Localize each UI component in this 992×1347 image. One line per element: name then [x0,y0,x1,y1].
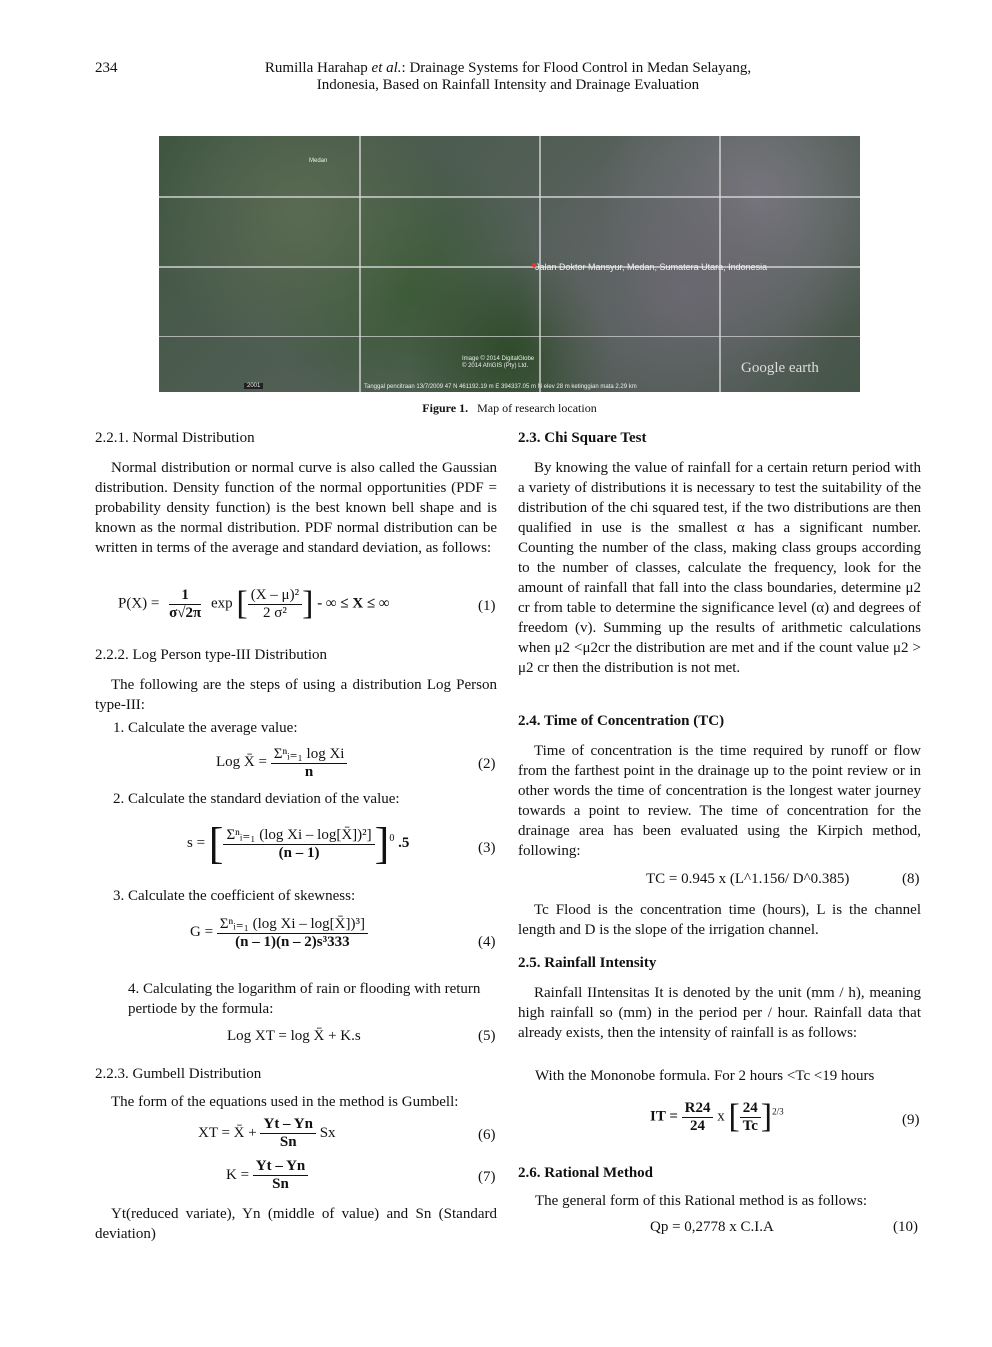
step-2: 2. Calculate the standard deviation of the value: [113,791,400,807]
eq9-power: 2/3 [772,1106,784,1117]
google-earth-logo: Google earth [741,360,819,376]
paragraph-tc-definition: Tc Flood is the concentration time (hours), L is the channel length and D is the slope of the irrigation channel. [518,902,921,938]
eq5-number: (5) [478,1028,496,1044]
step-4-cont: pertiode by the formula: [128,1001,274,1017]
eq4-num: Σⁿᵢ₌₁ (log Xi – log[X̄])³] [217,914,368,934]
paragraph-gumbell-variables: Yt(reduced variate), Yn (middle of value) and Sn (Standard deviation) [95,1206,497,1242]
eq4-lhs: G = [190,923,214,940]
page-number: 234 [95,60,118,76]
eq6-den: Sn [279,1134,297,1150]
eq4-den: (n – 1)(n – 2)s³333 [235,934,350,950]
header-title-line1: : Drainage Systems for Flood Control in Medan Selayang, [401,60,752,76]
eq2-num: Σⁿᵢ₌₁ log Xi [271,744,348,764]
section-heading-2-5: 2.5. Rainfall Intensity [518,955,657,971]
paragraph-chi-square: By knowing the value of rainfall for a certain return period with a variety of distributions it is necessary to test the suitability of the distribution of the chi squared test, if the two distributions are then qualified in use is the smallest α has a significant number. Counting the number of the class, making class groups according to the number of classes, calculate the frequency, look for the amount of rainfall that fall into the class boundaries, determine μ2 cr from table to determine the significance level (α) and degrees of freedom (v). Summing up the results of arithmetic calculations when μ2 <μ2cr the distribution are met and if the count value μ2 > μ2 cr then the distribution is not met. [518,460,921,676]
section-heading-2-2-2: 2.2.2. Log Person type-III Distribution [95,647,328,663]
equation-5: Log XT = log X̄ + K.s [227,1028,361,1044]
map-location-label: Jalan Doktor Mansyur, Medan, Sumatera Utara, Indonesia [535,262,768,272]
paragraph-rainfall-intensity: Rainfall IIntensitas It is denoted by the unit (mm / h), meaning high rainfall so (mm) in the period per / hour. Rainfall data that already exists, then the intensity of rainfall is as follows: [518,985,921,1041]
eq7-num: Yt – Yn [253,1158,308,1176]
eq1-range: - ∞ ≤ X ≤ ∞ [317,595,390,612]
eq6-num: Yt – Yn [260,1116,315,1134]
eq1-inner-num: (X – μ)² [248,587,302,605]
equation-8: TC = 0.945 x (L^1.156/ D^0.385) [646,871,850,887]
eq9-inner-num: 24 [740,1100,761,1118]
section-heading-2-2-3: 2.2.3. Gumbell Distribution [95,1066,262,1082]
eq1-num: 1 [169,587,201,605]
section-heading-2-3: 2.3. Chi Square Test [518,430,647,446]
eq9-times: x [717,1108,725,1125]
eq9-inner-den: Tc [742,1117,758,1134]
equation-3: s = [ Σⁿᵢ₌₁ (log Xi – log[X̄])²] (n – 1) ]$^0$ .5 [187,819,410,868]
equation-10: Qp = 0,2778 x C.I.A [650,1219,774,1235]
equation-4 [190,914,368,951]
paragraph-time-of-concentration: Time of concentration is the time required by runoff or flow from the farthest point in the drainage up to the point review or in other words the time of concentration is the longest water journey towards a point to review. The time of concentration for the drainage area has been evaluated using the Kirpich method, following: [518,743,921,859]
eq7-lhs: K = [226,1166,250,1183]
eq6-number: (6) [478,1127,496,1143]
paragraph-log-pearson: The following are the steps of using a distribution Log Person type-III: [95,677,497,713]
paragraph-normal-distribution: Normal distribution or normal curve is also called the Gaussian distribution. Density function of the normal opportunities (PDF = probability density function) is the best known bell shape and is known as the normal distribution. PDF normal distribution can be written in terms of the average and standard deviation, as follows: [95,460,497,556]
map-copyright-2: © 2014 AfriGIS (Pty) Ltd. [462,363,529,369]
eq2-lhs: Log X̄ = [216,753,267,770]
step-4: 4. Calculating the logarithm of rain or flooding with return [128,981,481,997]
eq9-den: 24 [690,1117,706,1134]
eq7-number: (7) [478,1169,496,1185]
eq7-den: Sn [272,1176,289,1192]
eq1-number: (1) [478,598,496,614]
eq1-den: σ√2π [169,604,202,621]
eq3-power: .5 [398,834,410,851]
equation-7 [226,1158,308,1193]
running-header [200,60,816,94]
eq1-exp: exp [210,595,233,612]
equation-9: IT = $\frac{R24}{24}$ x [ $\frac{24}{Tc}$ ]$^{2/3}$ [650,1098,784,1135]
satellite-map-image [159,136,860,392]
section-heading-2-2-1: 2.2.1. Normal Distribution [95,430,255,446]
map-label-medan: Medan [309,158,328,164]
eq9-lhs: IT = [650,1108,678,1125]
eq1-inner-den: 2 σ² [263,604,287,621]
paragraph-mononobe: With the Mononobe formula. For 2 hours <Tc <19 hours [535,1068,875,1084]
eq3-number: (3) [478,840,496,856]
eq6-tail: Sx [319,1124,336,1141]
header-title-line2: Indonesia, Based on Rainfall Intensity and Drainage Evaluation [316,77,700,93]
map-status-bar: Tanggal pencitraan 13/7/2009 47 N 461192.19 m E 394337.05 m N elev 28 m ketinggian mata 2.29 km [364,384,637,390]
figure-caption [159,401,860,416]
header-authors: Rumilla Harahap [264,60,368,76]
eq2-den: n [304,764,314,780]
section-heading-2-6: 2.6. Rational Method [518,1165,653,1181]
header-etal: et al. [371,60,402,76]
paragraph-gumbell: The form of the equations used in the method is Gumbell: [111,1094,459,1110]
eq3-lhs: s = [187,834,206,851]
eq4-number: (4) [478,934,496,950]
eq3-num: Σⁿᵢ₌₁ (log Xi – log[X̄])²] [223,825,374,845]
step-1: 1. Calculate the average value: [113,720,298,736]
map-copyright-1: Image © 2014 DigitalGlobe [462,356,535,362]
section-heading-2-4: 2.4. Time of Concentration (TC) [518,713,725,729]
eq3-den: (n – 1) [278,845,320,861]
imagery-year-badge[interactable]: 2001 [244,383,263,389]
location-pin-icon: ● [531,260,538,271]
paragraph-rational-method: The general form of this Rational method is as follows: [535,1193,868,1209]
eq6-lhs: XT = X̄ + [198,1124,257,1141]
step-3: 3. Calculate the coefficient of skewness: [113,888,356,904]
eq2-number: (2) [478,756,496,772]
caption-text: Map of research location [477,401,597,415]
equation-6 [198,1116,336,1151]
eq3-superscript: 0 [389,832,395,844]
equation-1: P(X) = $\frac{1}{\sigma√2\pi}$ exp [ $\frac{\text{(X – μ)²}}{\text{2 σ²}}$ ] - ∞ ≤ X ≤ ∞ [118,585,390,622]
eq1-lhs: P(X) = [118,595,160,612]
caption-label: Figure 1. [422,401,469,415]
eq10-number: (10) [893,1219,918,1235]
eq9-num: R24 [682,1100,714,1118]
eq8-number: (8) [902,871,920,887]
eq9-number: (9) [902,1112,920,1128]
equation-2 [216,744,347,781]
